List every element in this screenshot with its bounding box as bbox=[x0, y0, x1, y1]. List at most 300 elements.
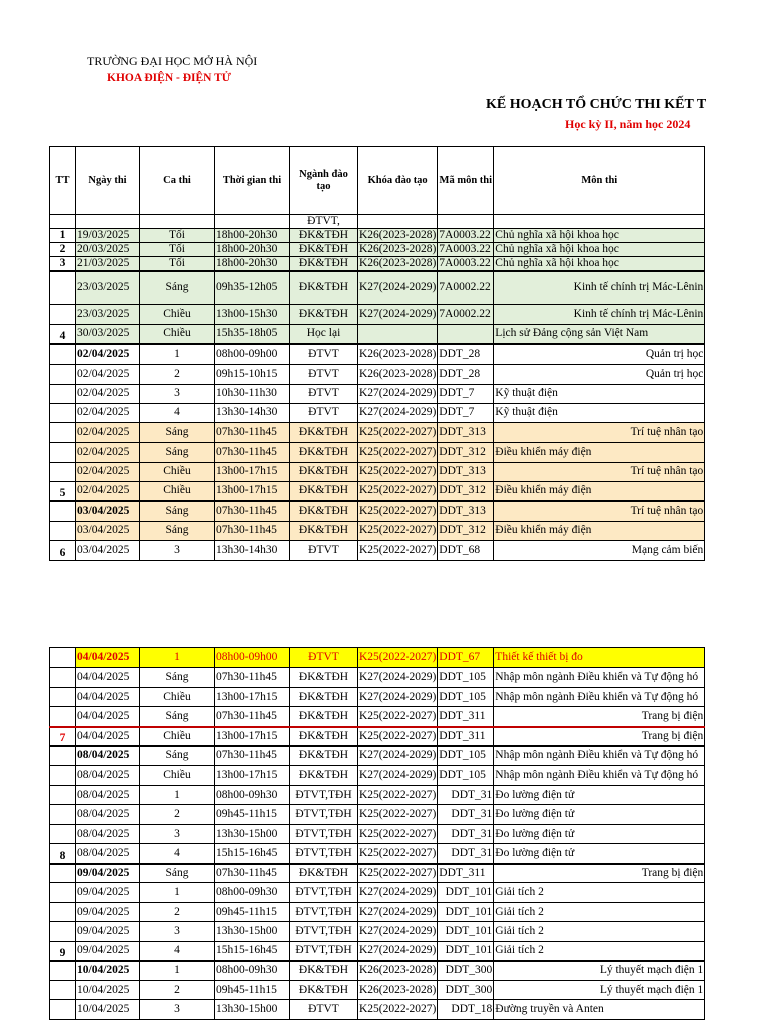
exam-code bbox=[438, 215, 494, 229]
exam-shift: 3 bbox=[140, 1000, 215, 1020]
exam-course: K27(2024-2029) bbox=[358, 304, 438, 324]
exam-time: 08h00-09h00 bbox=[215, 344, 290, 364]
exam-shift: Chiều bbox=[140, 688, 215, 707]
exam-time: 13h00-17h15 bbox=[215, 462, 290, 481]
row-number bbox=[50, 403, 76, 422]
exam-date: 09/04/2025 bbox=[76, 903, 140, 922]
exam-course bbox=[358, 324, 438, 344]
exam-date: 08/04/2025 bbox=[76, 746, 140, 766]
exam-time: 13h30-14h30 bbox=[215, 540, 290, 560]
exam-subject: Đo lường điện tử bbox=[494, 825, 705, 844]
row-number bbox=[50, 922, 76, 942]
exam-shift: Tối bbox=[140, 243, 215, 257]
exam-shift: 3 bbox=[140, 540, 215, 560]
exam-code: DDT_28 bbox=[438, 364, 494, 384]
exam-code: DDT_7 bbox=[438, 403, 494, 422]
exam-time bbox=[215, 215, 290, 229]
exam-course: K26(2023-2028) bbox=[359, 243, 437, 255]
exam-time: 07h30-11h45 bbox=[215, 864, 290, 883]
exam-time: 13h30-14h30 bbox=[215, 403, 290, 422]
exam-shift: Sáng bbox=[140, 707, 215, 727]
exam-subject: Kỹ thuật điện bbox=[494, 403, 705, 422]
exam-shift: Sáng bbox=[140, 746, 215, 766]
exam-shift: 3 bbox=[140, 922, 215, 942]
exam-time: 13h00-17h15 bbox=[215, 727, 290, 746]
exam-time: 13h00-15h30 bbox=[215, 304, 290, 324]
exam-subject: Đo lường điện tử bbox=[494, 844, 705, 864]
exam-course: K26(2023-2028) bbox=[358, 961, 438, 981]
row-number bbox=[50, 766, 76, 786]
exam-date: 09/04/2025 bbox=[76, 942, 140, 961]
exam-code: DDT_313 bbox=[438, 501, 494, 521]
row-number: 4 bbox=[50, 324, 76, 344]
exam-course: K25(2022-2027) bbox=[358, 521, 438, 540]
col-header-shift: Ca thi bbox=[140, 147, 215, 215]
col-header-major: Ngành đào tạo bbox=[290, 147, 358, 215]
row-number bbox=[50, 707, 76, 727]
exam-subject: Nhập môn ngành Điều khiển và Tự động hó bbox=[494, 766, 705, 786]
exam-subject: Điều khiển máy điện bbox=[494, 481, 705, 501]
exam-course: K25(2022-2027) bbox=[358, 864, 438, 883]
exam-date: 20/03/2025 bbox=[76, 243, 140, 257]
exam-date: 23/03/2025 bbox=[76, 271, 140, 304]
exam-shift: Chiều bbox=[140, 727, 215, 746]
exam-major: Học lại bbox=[290, 324, 358, 344]
table-row bbox=[50, 981, 705, 1000]
exam-code: DDT_101 bbox=[438, 922, 494, 942]
exam-major: ĐK&TĐH bbox=[290, 501, 358, 521]
exam-major: ĐK&TĐH bbox=[290, 481, 358, 501]
exam-code: DDT_101 bbox=[438, 942, 494, 961]
exam-date: 02/04/2025 bbox=[76, 442, 140, 462]
exam-major: ĐK&TĐH bbox=[290, 243, 358, 257]
row-number bbox=[50, 688, 76, 707]
exam-date: 03/04/2025 bbox=[76, 540, 140, 560]
table-row bbox=[50, 648, 705, 668]
exam-code: DDT_28 bbox=[438, 344, 494, 364]
exam-date: 02/04/2025 bbox=[76, 344, 140, 364]
row-number: 6 bbox=[50, 540, 76, 560]
exam-date: 10/04/2025 bbox=[76, 961, 140, 981]
exam-subject: Thiết kế thiết bị đo bbox=[494, 648, 705, 668]
exam-major: ĐK&TĐH bbox=[290, 257, 358, 272]
exam-shift: Chiều bbox=[140, 766, 215, 786]
exam-shift: Chiều bbox=[140, 324, 215, 344]
exam-time: 08h00-09h30 bbox=[215, 883, 290, 903]
exam-date: 10/04/2025 bbox=[76, 981, 140, 1000]
table-row bbox=[50, 462, 705, 481]
page-title: KẾ HOẠCH TỔ CHỨC THI KẾT T bbox=[486, 97, 707, 112]
exam-subject bbox=[494, 215, 705, 229]
exam-subject: Đo lường điện tử bbox=[494, 805, 705, 825]
exam-major: ĐTVT bbox=[290, 648, 358, 668]
table-row bbox=[50, 229, 705, 243]
table-row bbox=[50, 422, 705, 442]
exam-course: K27(2024-2029) bbox=[358, 883, 438, 903]
exam-time: 07h30-11h45 bbox=[215, 746, 290, 766]
exam-course: K27(2024-2029) bbox=[358, 403, 438, 422]
exam-date: 09/04/2025 bbox=[76, 922, 140, 942]
row-number bbox=[50, 271, 76, 304]
exam-date: 21/03/2025 bbox=[76, 257, 140, 272]
exam-date: 04/04/2025 bbox=[76, 688, 140, 707]
exam-subject: Giải tích 2 bbox=[494, 883, 705, 903]
exam-course: K25(2022-2027) bbox=[358, 442, 438, 462]
exam-subject: Trí tuệ nhân tạo bbox=[494, 422, 705, 442]
exam-major: ĐTVT,TĐH bbox=[290, 883, 358, 903]
exam-shift: Chiều bbox=[140, 304, 215, 324]
exam-course bbox=[358, 215, 438, 229]
exam-shift: Tối bbox=[140, 257, 215, 272]
exam-subject: Kinh tế chính trị Mác-Lênin bbox=[494, 304, 705, 324]
row-number bbox=[50, 1000, 76, 1020]
exam-major: ĐTVT bbox=[290, 384, 358, 403]
exam-major: ĐK&TĐH bbox=[290, 442, 358, 462]
exam-code bbox=[438, 324, 494, 344]
row-number bbox=[50, 364, 76, 384]
table-row bbox=[50, 257, 705, 272]
exam-schedule-table-2 bbox=[49, 647, 705, 1020]
page-subtitle: Học kỳ II, năm học 2024 bbox=[565, 117, 691, 131]
exam-shift: Sáng bbox=[140, 271, 215, 304]
exam-course: K27(2024-2029) bbox=[358, 668, 438, 688]
exam-subject: Quản trị học bbox=[494, 344, 705, 364]
exam-time: 13h00-17h15 bbox=[215, 688, 290, 707]
exam-subject: Chủ nghĩa xã hội khoa học bbox=[494, 257, 705, 272]
exam-major: ĐTVT,TĐH bbox=[290, 844, 358, 864]
exam-major: ĐTVT bbox=[290, 540, 358, 560]
table-row bbox=[50, 1000, 705, 1020]
exam-shift bbox=[140, 215, 215, 229]
exam-schedule-table-1 bbox=[49, 146, 705, 561]
exam-course: K25(2022-2027) bbox=[358, 481, 438, 501]
row-number bbox=[50, 883, 76, 903]
exam-course: K26(2023-2028) bbox=[359, 257, 437, 269]
exam-time: 08h00-09h00 bbox=[215, 648, 290, 668]
exam-major: ĐK&TĐH bbox=[290, 766, 358, 786]
exam-code: DDT_105 bbox=[438, 766, 494, 786]
row-number bbox=[50, 903, 76, 922]
exam-code: DDT_313 bbox=[438, 462, 494, 481]
exam-major: ĐTVT bbox=[290, 364, 358, 384]
exam-subject: Nhập môn ngành Điều khiển và Tự động hó bbox=[494, 746, 705, 766]
exam-major: ĐTVT,TĐH bbox=[290, 922, 358, 942]
exam-time: 07h30-11h45 bbox=[215, 668, 290, 688]
exam-course: K27(2024-2029) bbox=[358, 942, 438, 961]
exam-time: 08h00-09h30 bbox=[215, 786, 290, 805]
table-row bbox=[50, 942, 705, 961]
table-row bbox=[50, 384, 705, 403]
exam-time: 09h45-11h15 bbox=[215, 903, 290, 922]
row-number bbox=[50, 215, 76, 229]
exam-subject: Điều khiển máy điện bbox=[494, 521, 705, 540]
exam-shift: 2 bbox=[140, 364, 215, 384]
row-number bbox=[50, 648, 76, 668]
exam-code: DDT_67 bbox=[438, 648, 494, 668]
exam-course: K25(2022-2027) bbox=[358, 501, 438, 521]
exam-code: DDT_101 bbox=[438, 903, 494, 922]
exam-course: K25(2022-2027) bbox=[358, 462, 438, 481]
exam-code: DDT_7 bbox=[438, 384, 494, 403]
exam-code: DDT_311 bbox=[438, 864, 494, 883]
exam-code: DDT_68 bbox=[438, 540, 494, 560]
exam-subject: Chủ nghĩa xã hội khoa học bbox=[494, 229, 705, 243]
exam-subject: Mạng cảm biến bbox=[494, 540, 705, 560]
exam-time: 18h00-20h30 bbox=[215, 243, 290, 257]
exam-code: DDT_18 bbox=[438, 1000, 494, 1020]
exam-shift: 1 bbox=[140, 344, 215, 364]
exam-shift: 1 bbox=[140, 883, 215, 903]
exam-date: 09/04/2025 bbox=[76, 883, 140, 903]
exam-course: K26(2023-2028) bbox=[358, 344, 438, 364]
exam-code: DDT_31 bbox=[438, 825, 494, 844]
table-row bbox=[50, 961, 705, 981]
table-row bbox=[50, 304, 705, 324]
table-row bbox=[50, 540, 705, 560]
exam-code: DDT_312 bbox=[438, 481, 494, 501]
row-number bbox=[50, 805, 76, 825]
row-number: 2 bbox=[50, 243, 76, 257]
exam-major: ĐK&TĐH bbox=[290, 521, 358, 540]
row-number bbox=[50, 462, 76, 481]
row-number bbox=[50, 304, 76, 324]
exam-code: 7A0003.22 bbox=[438, 243, 494, 257]
exam-course: K25(2022-2027) bbox=[358, 727, 438, 746]
exam-major: ĐTVT,TĐH bbox=[290, 825, 358, 844]
exam-major: ĐK&TĐH bbox=[290, 229, 358, 243]
exam-date: 08/04/2025 bbox=[76, 766, 140, 786]
exam-code: DDT_313 bbox=[438, 422, 494, 442]
exam-subject: Lý thuyết mạch điện 1 bbox=[494, 961, 705, 981]
exam-course: K25(2022-2027) bbox=[358, 844, 438, 864]
exam-major: ĐK&TĐH bbox=[290, 688, 358, 707]
exam-subject: Lịch sử Đảng cộng sản Việt Nam bbox=[494, 324, 705, 344]
row-number: 1 bbox=[50, 229, 76, 243]
faculty-name: KHOA ĐIỆN - ĐIỆN TỬ bbox=[107, 72, 231, 84]
table-row bbox=[50, 403, 705, 422]
exam-subject: Giải tích 2 bbox=[494, 922, 705, 942]
exam-code: 7A0002.22 bbox=[438, 271, 494, 304]
table-row bbox=[50, 344, 705, 364]
row-number bbox=[50, 501, 76, 521]
row-number bbox=[50, 961, 76, 981]
table-row bbox=[50, 805, 705, 825]
exam-code: DDT_105 bbox=[438, 746, 494, 766]
exam-subject: Quản trị học bbox=[494, 364, 705, 384]
exam-major: ĐTVT,TĐH bbox=[290, 805, 358, 825]
exam-course: K27(2024-2029) bbox=[358, 903, 438, 922]
exam-time: 08h00-09h30 bbox=[215, 961, 290, 981]
exam-shift: Sáng bbox=[140, 668, 215, 688]
exam-date: 04/04/2025 bbox=[76, 648, 140, 668]
exam-shift: 3 bbox=[140, 825, 215, 844]
row-number bbox=[50, 521, 76, 540]
exam-course: K25(2022-2027) bbox=[358, 648, 438, 668]
exam-code: DDT_105 bbox=[438, 688, 494, 707]
row-number bbox=[50, 864, 76, 883]
exam-subject: Chủ nghĩa xã hội khoa học bbox=[494, 243, 705, 257]
table-row bbox=[50, 922, 705, 942]
row-number bbox=[50, 981, 76, 1000]
row-number bbox=[50, 746, 76, 766]
exam-code: DDT_312 bbox=[438, 442, 494, 462]
row-number bbox=[50, 825, 76, 844]
exam-course: K25(2022-2027) bbox=[358, 786, 438, 805]
exam-code: DDT_312 bbox=[438, 521, 494, 540]
exam-code: DDT_31 bbox=[438, 844, 494, 864]
exam-course: K25(2022-2027) bbox=[358, 805, 438, 825]
exam-date: 02/04/2025 bbox=[76, 422, 140, 442]
table-row bbox=[50, 668, 705, 688]
exam-shift: Chiều bbox=[140, 481, 215, 501]
row-number: 3 bbox=[50, 257, 76, 272]
exam-course: K27(2024-2029) bbox=[358, 922, 438, 942]
exam-code: DDT_31 bbox=[438, 805, 494, 825]
row-number: 8 bbox=[50, 844, 76, 864]
exam-time: 09h35-12h05 bbox=[215, 271, 290, 304]
row-number: 5 bbox=[50, 481, 76, 501]
exam-code: DDT_31 bbox=[438, 786, 494, 805]
col-header-code: Mã môn thi bbox=[438, 147, 494, 215]
exam-time: 18h00-20h30 bbox=[215, 229, 290, 243]
exam-date: 02/04/2025 bbox=[76, 403, 140, 422]
exam-time: 13h00-17h15 bbox=[215, 481, 290, 501]
exam-shift: 1 bbox=[140, 786, 215, 805]
exam-shift: 3 bbox=[140, 384, 215, 403]
exam-date: 02/04/2025 bbox=[76, 462, 140, 481]
exam-subject: Điều khiển máy điện bbox=[494, 442, 705, 462]
exam-code: DDT_311 bbox=[438, 707, 494, 727]
row-number bbox=[50, 344, 76, 364]
exam-time: 09h45-11h15 bbox=[215, 981, 290, 1000]
exam-time: 15h15-16h45 bbox=[215, 844, 290, 864]
exam-code: DDT_300 bbox=[438, 981, 494, 1000]
exam-code: 7A0003.22 bbox=[438, 257, 494, 272]
table-row bbox=[50, 746, 705, 766]
university-name: TRƯỜNG ĐẠI HỌC MỞ HÀ NỘI bbox=[87, 54, 258, 68]
exam-code: 7A0003.22 bbox=[438, 229, 494, 243]
exam-subject: Trang bị điện bbox=[494, 707, 705, 727]
exam-date: 02/04/2025 bbox=[76, 384, 140, 403]
col-header-course: Khóa đào tạo bbox=[358, 147, 438, 215]
exam-date: 02/04/2025 bbox=[76, 364, 140, 384]
table-row bbox=[50, 501, 705, 521]
row-number bbox=[50, 786, 76, 805]
exam-major: ĐTVT bbox=[290, 344, 358, 364]
exam-time: 09h15-10h15 bbox=[215, 364, 290, 384]
exam-major: ĐTVT, bbox=[290, 215, 358, 229]
table-row bbox=[50, 271, 705, 304]
exam-course: K27(2024-2029) bbox=[358, 271, 438, 304]
exam-major: ĐK&TĐH bbox=[290, 462, 358, 481]
exam-code: DDT_101 bbox=[438, 883, 494, 903]
exam-subject: Lý thuyết mạch điện 1 bbox=[494, 981, 705, 1000]
exam-shift: 2 bbox=[140, 805, 215, 825]
table-row bbox=[50, 442, 705, 462]
exam-date: 09/04/2025 bbox=[76, 864, 140, 883]
exam-subject: Đo lường điện tử bbox=[494, 786, 705, 805]
table-row bbox=[50, 883, 705, 903]
exam-course: K27(2024-2029) bbox=[358, 384, 438, 403]
row-number bbox=[50, 668, 76, 688]
exam-date: 04/04/2025 bbox=[76, 707, 140, 727]
table-row bbox=[50, 364, 705, 384]
exam-course: K27(2024-2029) bbox=[358, 688, 438, 707]
exam-shift: 1 bbox=[140, 648, 215, 668]
exam-date: 23/03/2025 bbox=[76, 304, 140, 324]
exam-date: 08/04/2025 bbox=[76, 786, 140, 805]
table-row bbox=[50, 766, 705, 786]
exam-shift: 4 bbox=[140, 403, 215, 422]
exam-shift: 2 bbox=[140, 903, 215, 922]
exam-major: ĐK&TĐH bbox=[290, 727, 358, 746]
exam-shift: Sáng bbox=[140, 501, 215, 521]
exam-time: 07h30-11h45 bbox=[215, 442, 290, 462]
exam-course: K25(2022-2027) bbox=[358, 825, 438, 844]
exam-time: 13h00-17h15 bbox=[215, 766, 290, 786]
exam-major: ĐK&TĐH bbox=[290, 422, 358, 442]
table-row bbox=[50, 903, 705, 922]
exam-subject: Nhập môn ngành Điều khiển và Tự động hó bbox=[494, 668, 705, 688]
exam-course: K25(2022-2027) bbox=[358, 707, 438, 727]
exam-course: K27(2024-2029) bbox=[358, 746, 438, 766]
exam-date: 08/04/2025 bbox=[76, 805, 140, 825]
exam-date: 03/04/2025 bbox=[76, 501, 140, 521]
exam-course: K27(2024-2029) bbox=[358, 766, 438, 786]
exam-major: ĐK&TĐH bbox=[290, 746, 358, 766]
exam-time: 15h15-16h45 bbox=[215, 942, 290, 961]
exam-shift: Sáng bbox=[140, 422, 215, 442]
exam-date: 30/03/2025 bbox=[76, 324, 140, 344]
exam-time: 18h00-20h30 bbox=[215, 257, 290, 272]
table-row bbox=[50, 215, 705, 229]
exam-code: DDT_311 bbox=[438, 727, 494, 746]
exam-shift: Tối bbox=[140, 229, 215, 243]
row-number bbox=[50, 442, 76, 462]
exam-time: 15h35-18h05 bbox=[215, 324, 290, 344]
exam-subject: Giải tích 2 bbox=[494, 903, 705, 922]
exam-course: K25(2022-2027) bbox=[358, 540, 438, 560]
table-row bbox=[50, 825, 705, 844]
exam-major: ĐK&TĐH bbox=[290, 961, 358, 981]
exam-major: ĐTVT bbox=[290, 1000, 358, 1020]
exam-major: ĐK&TĐH bbox=[290, 271, 358, 304]
table-row bbox=[50, 707, 705, 727]
exam-shift: Sáng bbox=[140, 521, 215, 540]
row-number: 9 bbox=[50, 942, 76, 961]
exam-shift: Chiều bbox=[140, 462, 215, 481]
exam-date: 08/04/2025 bbox=[76, 844, 140, 864]
exam-date: 03/04/2025 bbox=[76, 521, 140, 540]
exam-date: 08/04/2025 bbox=[76, 825, 140, 844]
exam-time: 13h30-15h00 bbox=[215, 825, 290, 844]
exam-major: ĐTVT bbox=[290, 403, 358, 422]
exam-date bbox=[76, 215, 140, 229]
exam-subject: Nhập môn ngành Điều khiển và Tự động hó bbox=[494, 688, 705, 707]
exam-date: 02/04/2025 bbox=[76, 481, 140, 501]
row-number: 7 bbox=[50, 727, 76, 746]
exam-date: 10/04/2025 bbox=[76, 1000, 140, 1020]
exam-time: 07h30-11h45 bbox=[215, 422, 290, 442]
exam-code: 7A0002.22 bbox=[438, 304, 494, 324]
exam-date: 19/03/2025 bbox=[76, 229, 140, 243]
exam-major: ĐK&TĐH bbox=[290, 668, 358, 688]
exam-time: 07h30-11h45 bbox=[215, 521, 290, 540]
exam-time: 13h30-15h00 bbox=[215, 922, 290, 942]
exam-shift: Sáng bbox=[140, 864, 215, 883]
table-row bbox=[50, 324, 705, 344]
col-header-subject: Môn thi bbox=[494, 147, 705, 215]
